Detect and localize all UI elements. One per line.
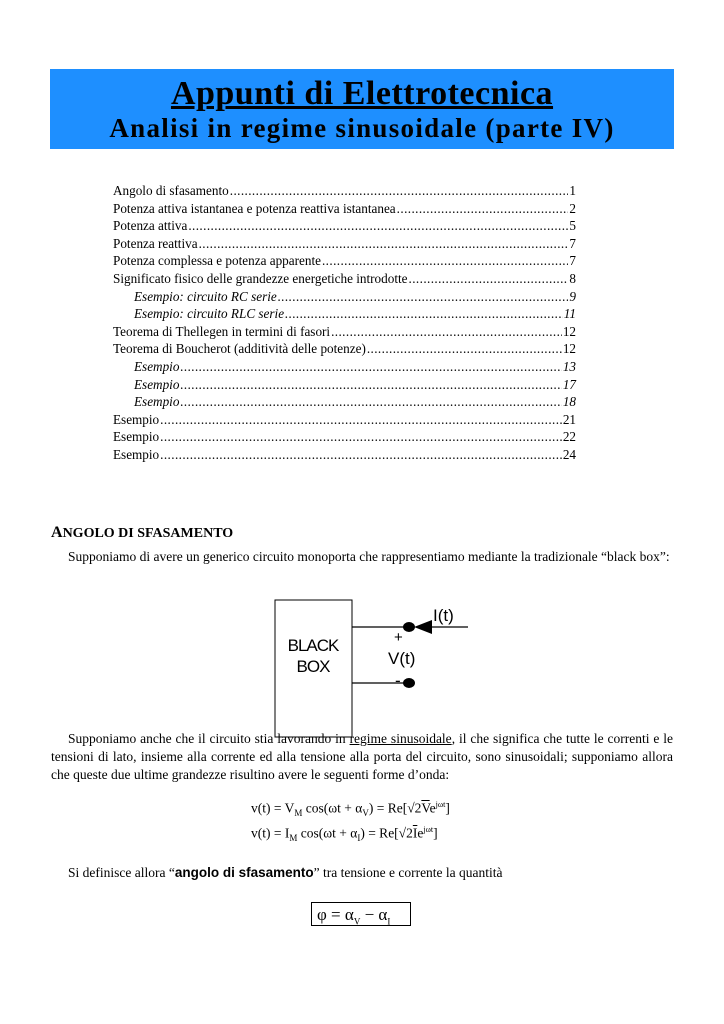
toc-entry[interactable] bbox=[113, 236, 576, 254]
toc-entry-page: 21 bbox=[562, 411, 576, 427]
toc-entry-label: Teorema di Thellegen in termini di fasori bbox=[113, 323, 331, 339]
paragraph-definition: Si definisce allora “angolo di sfasamento” tra tensione e corrente la quantità bbox=[68, 865, 503, 880]
toc-entry-page: 5 bbox=[569, 218, 576, 234]
toc-leader-dots bbox=[188, 218, 568, 234]
current-label: I(t) bbox=[433, 606, 454, 625]
toc-leader-dots bbox=[331, 324, 562, 340]
phase-angle-formula: $\varphi = \alpha_V - \alpha_I$ bbox=[311, 902, 411, 926]
toc-leader-dots bbox=[367, 341, 562, 357]
toc-entry-label: Esempio bbox=[134, 358, 180, 374]
toc-entry-page: 7 bbox=[569, 253, 576, 269]
toc-entry-page: 8 bbox=[569, 270, 576, 286]
toc-entry-label: Potenza attiva istantanea e potenza reattiva istantanea bbox=[113, 200, 396, 216]
toc-entry-label: Potenza complessa e potenza apparente bbox=[113, 253, 321, 269]
toc-entry-label: Significato fisico delle grandezze energetiche introdotte bbox=[113, 270, 408, 286]
toc-entry-label: Esempio: circuito RC serie bbox=[134, 288, 277, 304]
voltage-label: V(t) bbox=[388, 649, 416, 668]
toc-entry-page: 11 bbox=[563, 306, 576, 322]
toc-entry-page: 12 bbox=[562, 341, 576, 357]
minus-sign: - bbox=[395, 671, 401, 690]
toc-entry-label: Esempio bbox=[134, 376, 180, 392]
toc-entry-page: 18 bbox=[562, 394, 576, 410]
toc-entry-label: Esempio bbox=[113, 446, 160, 462]
toc-entry[interactable] bbox=[113, 289, 576, 307]
toc-entry[interactable] bbox=[113, 218, 576, 236]
toc-entry[interactable] bbox=[113, 412, 576, 430]
toc-entry-label: Teorema di Boucherot (additività delle potenze) bbox=[113, 341, 366, 357]
toc-entry-label: Esempio bbox=[113, 429, 160, 445]
toc-entry-page: 2 bbox=[569, 200, 576, 216]
box-label-line1: BLACK bbox=[287, 636, 339, 655]
toc-entry-label: Esempio bbox=[113, 411, 160, 427]
toc-leader-dots bbox=[409, 271, 569, 287]
toc-entry-label: Potenza attiva bbox=[113, 218, 188, 234]
toc-leader-dots bbox=[160, 429, 562, 445]
toc-entry-label: Angolo di sfasamento bbox=[113, 183, 229, 198]
toc-entry-page: 1 bbox=[569, 183, 576, 198]
table-of-contents bbox=[113, 183, 576, 465]
document-title: Appunti di Elettrotecnica bbox=[170, 75, 554, 112]
title-banner bbox=[50, 69, 674, 149]
toc-entry[interactable] bbox=[113, 447, 576, 465]
toc-leader-dots bbox=[160, 412, 562, 428]
toc-leader-dots bbox=[199, 236, 569, 252]
toc-entry[interactable] bbox=[113, 359, 576, 377]
toc-entry[interactable] bbox=[113, 324, 576, 342]
toc-entry-page: 24 bbox=[562, 446, 576, 462]
toc-entry-page: 22 bbox=[562, 429, 576, 445]
toc-leader-dots bbox=[285, 306, 563, 322]
toc-entry[interactable] bbox=[113, 377, 576, 395]
toc-entry[interactable] bbox=[113, 394, 576, 412]
toc-entry-label: Potenza reattiva bbox=[113, 235, 198, 251]
equation-voltage: $v(t) = V_M$ $\cos(\omega t + \alpha_V) = Re[√2\overline{V}e^{j\omega t}]$ bbox=[251, 800, 450, 819]
paragraph-intro: Supponiamo di avere un generico circuito monoporta che rappresentiamo mediante la tradizionale “black box”: bbox=[68, 549, 670, 564]
toc-entry-page: 12 bbox=[562, 323, 576, 339]
top-terminal bbox=[403, 622, 415, 632]
toc-entry[interactable] bbox=[113, 341, 576, 359]
toc-entry[interactable] bbox=[113, 201, 576, 219]
toc-entry-label: Esempio: circuito RLC serie bbox=[134, 306, 285, 322]
toc-entry-label: Esempio bbox=[134, 394, 180, 410]
toc-entry-page: 17 bbox=[562, 376, 576, 392]
equation-current: $v(t) = I_M$ $\cos(\omega t + \alpha_I) = Re[√2\overline{I}e^{j\omega t}]$ bbox=[251, 825, 438, 844]
document-subtitle: Analisi in regime sinusoidale (parte IV) bbox=[109, 113, 615, 143]
toc-entry[interactable] bbox=[113, 253, 576, 271]
toc-leader-dots bbox=[180, 377, 561, 393]
toc-leader-dots bbox=[322, 253, 568, 269]
toc-entry[interactable] bbox=[113, 183, 576, 201]
toc-leader-dots bbox=[160, 447, 562, 463]
toc-leader-dots bbox=[230, 183, 569, 199]
toc-entry[interactable] bbox=[113, 306, 576, 324]
toc-entry[interactable] bbox=[113, 271, 576, 289]
current-arrow-head bbox=[414, 620, 432, 634]
toc-leader-dots bbox=[180, 394, 561, 410]
bottom-terminal bbox=[403, 678, 415, 688]
box-label-line2: BOX bbox=[296, 657, 330, 676]
toc-entry-page: 13 bbox=[562, 358, 576, 374]
toc-entry-page: 9 bbox=[569, 288, 576, 304]
toc-leader-dots bbox=[278, 289, 569, 305]
section-heading: ANGOLO DI SFASAMENTO bbox=[51, 524, 234, 541]
black-box-diagram bbox=[270, 596, 480, 744]
toc-leader-dots bbox=[180, 359, 561, 375]
toc-entry[interactable] bbox=[113, 429, 576, 447]
plus-sign: + bbox=[394, 629, 403, 646]
paragraph-sinusoidal: Supponiamo anche che il circuito stia lavorando in regime sinusoidale, il che significa che tutte le correnti e le tensioni di lato, insieme alla corrente ed alla tensione alla porta del circuito, sono sinusoidali; supponiamo allora che queste due ultime grandezze risultino avere le seguenti forme d’onda: bbox=[51, 731, 673, 782]
toc-leader-dots bbox=[397, 201, 569, 217]
toc-entry-page: 7 bbox=[569, 235, 576, 251]
